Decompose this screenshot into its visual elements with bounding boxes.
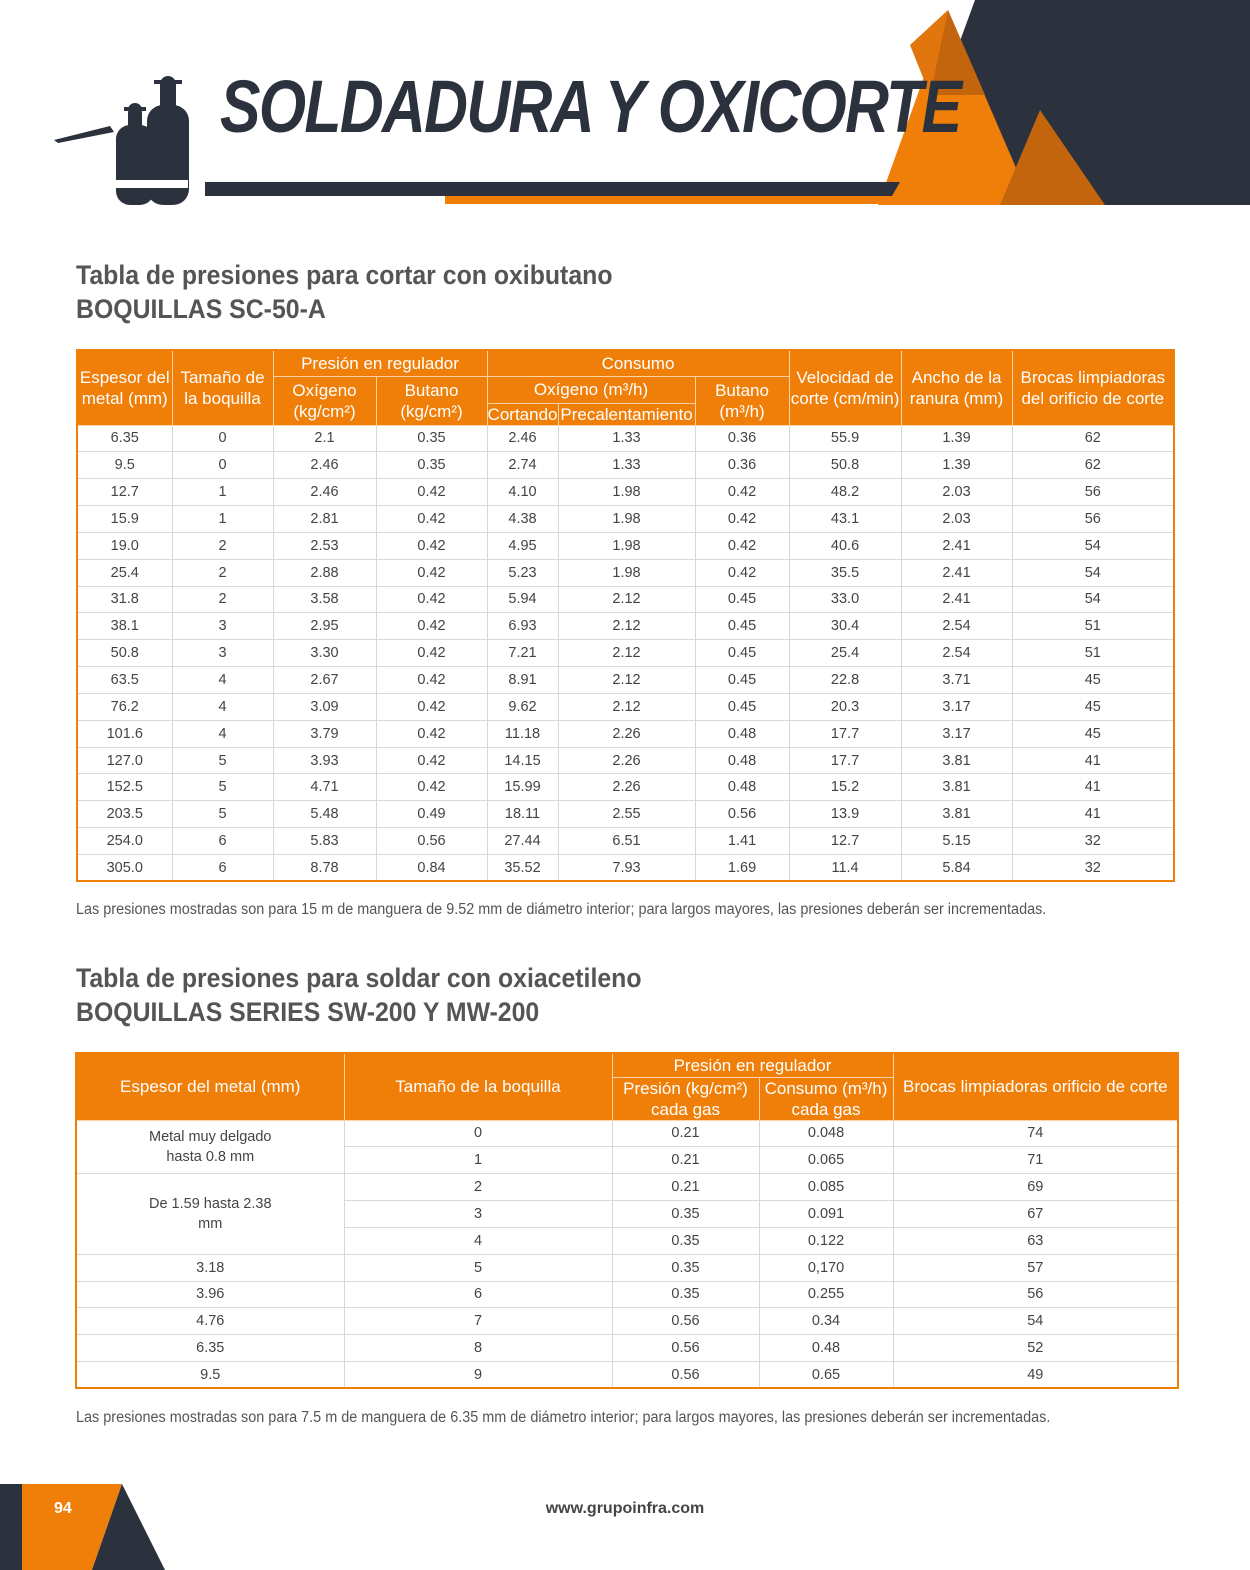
table-row [77,506,1174,533]
table-cell: 2.88 [273,559,376,586]
espesor-cell: Metal muy delgado hasta 0.8 mm [76,1120,344,1174]
table-cell: 2.12 [558,693,695,720]
table-cell: 1.33 [558,452,695,479]
table-cell: 0.56 [376,828,487,855]
table-cell: 25.4 [77,559,172,586]
table-cell: 11.18 [487,720,558,747]
col-tamano: Tamaño de la boquilla [172,350,273,425]
table-cell: 0.45 [695,586,789,613]
table-cell: 3.17 [901,693,1012,720]
table-cell: 30.4 [789,613,901,640]
table-cell: 17.7 [789,720,901,747]
table-cell: 0.065 [759,1147,893,1174]
table-cell: 0,170 [759,1254,893,1281]
table-cell: 1.98 [558,559,695,586]
table-cell: 15.99 [487,774,558,801]
table-cell: 45 [1012,720,1174,747]
table-cell: 4 [172,693,273,720]
table-cell: 5 [172,774,273,801]
table-cell: 0.49 [376,801,487,828]
table-cell: 2.46 [273,479,376,506]
table-cell: 27.44 [487,828,558,855]
col-brocas: Brocas limpiadoras del orificio de corte [1012,350,1174,425]
oxiacetileno-table [75,1052,1179,1389]
table-cell: 54 [893,1308,1178,1335]
table-cell: 127.0 [77,747,172,774]
table-cell: 15.2 [789,774,901,801]
table-cell: 8.91 [487,667,558,694]
table-cell: 1.98 [558,532,695,559]
table-cell: 17.7 [789,747,901,774]
table-cell: 0.35 [612,1254,759,1281]
table-cell: 2.12 [558,613,695,640]
table-cell: 2 [344,1174,612,1201]
table-row [77,667,1174,694]
table-cell: 3.71 [901,667,1012,694]
table1-title: Tabla de presiones para cortar con oxibutano [76,260,613,290]
col2-espesor: Espesor del metal (mm) [76,1053,344,1120]
table-cell: 0.42 [376,747,487,774]
table-cell: 6.35 [77,425,172,452]
table-cell: 254.0 [77,828,172,855]
table-cell: 0.48 [695,720,789,747]
table-cell: 0.45 [695,693,789,720]
table-row [77,774,1174,801]
table-cell: 2.67 [273,667,376,694]
table-cell: 101.6 [77,720,172,747]
table-row [77,613,1174,640]
table-row [76,1281,1178,1308]
table-cell: 5.83 [273,828,376,855]
table-cell: 2.12 [558,586,695,613]
table-cell: 62 [1012,425,1174,452]
table-cell: 51 [1012,613,1174,640]
table-cell: 2 [172,586,273,613]
table-row [77,855,1174,882]
table-cell: 69 [893,1174,1178,1201]
table-cell: 25.4 [789,640,901,667]
table-cell: 5 [344,1254,612,1281]
table-cell: 0.42 [695,479,789,506]
table-cell: 0.65 [759,1362,893,1389]
table-cell: 0.085 [759,1174,893,1201]
table-cell: 2.46 [273,452,376,479]
table-cell: 0.21 [612,1147,759,1174]
table-cell: 1 [344,1147,612,1174]
table-cell: 0.091 [759,1201,893,1228]
table-cell: 8 [344,1335,612,1362]
table1-subtitle: BOQUILLAS SC-50-A [76,294,326,324]
table-cell: 20.3 [789,693,901,720]
table-cell: 14.15 [487,747,558,774]
table-cell: 9.62 [487,693,558,720]
table-row [77,425,1174,452]
table-cell: 35.5 [789,559,901,586]
table-cell: 0.45 [695,613,789,640]
table-cell: 0.56 [612,1335,759,1362]
table-cell: 2.54 [901,640,1012,667]
table-cell: 4 [172,667,273,694]
table-row [76,1335,1178,1362]
table2-title: Tabla de presiones para soldar con oxiacetileno [76,963,642,993]
table-cell: 1.69 [695,855,789,882]
table-cell: 33.0 [789,586,901,613]
table-cell: 0.42 [376,479,487,506]
col2-tamano: Tamaño de la boquilla [344,1053,612,1120]
table-cell: 45 [1012,667,1174,694]
col-presion-regulador: Presión en regulador [273,350,487,376]
table-cell: 67 [893,1201,1178,1228]
table-cell: 5.84 [901,855,1012,882]
table-cell: 3.79 [273,720,376,747]
espesor-cell: 3.18 [76,1254,344,1281]
table-cell: 76.2 [77,693,172,720]
table-cell: 5 [172,801,273,828]
espesor-cell: De 1.59 hasta 2.38 mm [76,1174,344,1255]
table-cell: 0.35 [612,1281,759,1308]
table-cell: 0.42 [376,532,487,559]
table-cell: 0.42 [376,640,487,667]
table-cell: 2.46 [487,425,558,452]
table-cell: 0.48 [695,747,789,774]
table-cell: 2.81 [273,506,376,533]
table-cell: 0.255 [759,1281,893,1308]
table-cell: 0.34 [759,1308,893,1335]
table-cell: 4.71 [273,774,376,801]
table-cell: 0.21 [612,1174,759,1201]
table-cell: 56 [1012,479,1174,506]
table-cell: 0.048 [759,1120,893,1147]
table-cell: 31.8 [77,586,172,613]
table-cell: 51 [1012,640,1174,667]
table-cell: 49 [893,1362,1178,1389]
table-cell: 2.54 [901,613,1012,640]
table-cell: 5.94 [487,586,558,613]
table-cell: 40.6 [789,532,901,559]
table-cell: 0.42 [376,774,487,801]
table-cell: 1.39 [901,425,1012,452]
table-cell: 8.78 [273,855,376,882]
page-title: SOLDADURA Y OXICORTE [220,65,961,148]
table-cell: 0.42 [376,667,487,694]
table-row [77,452,1174,479]
table-cell: 0.56 [695,801,789,828]
table-cell: 32 [1012,828,1174,855]
table-cell: 41 [1012,801,1174,828]
table-cell: 0.21 [612,1120,759,1147]
table-row [77,640,1174,667]
table-row [77,532,1174,559]
table-row [77,586,1174,613]
table-cell: 56 [893,1281,1178,1308]
col2-presion-regulador: Presión en regulador [612,1053,893,1077]
table-cell: 0.42 [695,559,789,586]
table2-subtitle: BOQUILLAS SERIES SW-200 Y MW-200 [76,997,540,1027]
table-cell: 3.81 [901,801,1012,828]
table-cell: 22.8 [789,667,901,694]
col-butano-m3: Butano (m³/h) [695,376,789,425]
table-cell: 0.42 [376,559,487,586]
table-cell: 0.56 [612,1308,759,1335]
table-cell: 0.42 [376,693,487,720]
table-row [76,1120,1178,1147]
table-cell: 0.45 [695,667,789,694]
table-cell: 2.12 [558,640,695,667]
table-row [77,747,1174,774]
table-cell: 6 [344,1281,612,1308]
col-cortando: Cortando [487,404,558,424]
table-cell: 2.55 [558,801,695,828]
table-cell: 2.41 [901,586,1012,613]
table-cell: 1.33 [558,425,695,452]
col-butano: Butano (kg/cm²) [376,376,487,425]
table-cell: 35.52 [487,855,558,882]
table-cell: 50.8 [789,452,901,479]
col-precalentamiento: Precalentamiento [558,403,695,425]
table-cell: 41 [1012,747,1174,774]
table-cell: 18.11 [487,801,558,828]
table-cell: 63.5 [77,667,172,694]
table-cell: 12.7 [77,479,172,506]
table-cell: 63 [893,1227,1178,1254]
table-cell: 5.23 [487,559,558,586]
table-cell: 0.35 [612,1201,759,1228]
table-cell: 19.0 [77,532,172,559]
table-cell: 5 [172,747,273,774]
table-cell: 7.93 [558,855,695,882]
col-oxigeno-m3: Oxígeno (m³/h) [487,376,695,403]
espesor-cell: 6.35 [76,1335,344,1362]
table-cell: 7 [344,1308,612,1335]
table-cell: 1 [172,506,273,533]
table-cell: 1.98 [558,506,695,533]
table-cell: 2.41 [901,532,1012,559]
table-cell: 2.26 [558,747,695,774]
table-cell: 3.81 [901,774,1012,801]
table-cell: 4.10 [487,479,558,506]
table-cell: 13.9 [789,801,901,828]
table-cell: 3.93 [273,747,376,774]
espesor-cell: 4.76 [76,1308,344,1335]
table-row [77,828,1174,855]
table-cell: 2.26 [558,774,695,801]
col-consumo: Consumo [487,350,789,376]
table-cell: 4.38 [487,506,558,533]
table-cell: 0.42 [695,532,789,559]
table-cell: 1 [172,479,273,506]
table-cell: 3.09 [273,693,376,720]
table-cell: 0.36 [695,425,789,452]
table-cell: 9 [344,1362,612,1389]
table-cell: 4.95 [487,532,558,559]
col-velocidad: Velocidad de corte (cm/min) [789,350,901,425]
table-cell: 0.36 [695,452,789,479]
table-cell: 0.35 [376,452,487,479]
table-cell: 52 [893,1335,1178,1362]
table-cell: 2.26 [558,720,695,747]
welding-tanks-icon [54,70,194,210]
table-row [77,479,1174,506]
table-cell: 5.48 [273,801,376,828]
table-cell: 48.2 [789,479,901,506]
table-cell: 2.03 [901,506,1012,533]
col2-consumo: Consumo (m³/h) cada gas [759,1077,893,1120]
table2-note: Las presiones mostradas son para 7.5 m de manguera de 6.35 mm de diámetro interior; para largos mayores, las presiones deberán ser incrementadas. [76,1409,1051,1426]
espesor-cell: 9.5 [76,1362,344,1389]
table-cell: 0.48 [695,774,789,801]
col2-brocas: Brocas limpiadoras orificio de corte [893,1053,1178,1120]
table-cell: 4 [344,1227,612,1254]
espesor-cell: 3.96 [76,1281,344,1308]
table-cell: 7.21 [487,640,558,667]
table-cell: 0.56 [612,1362,759,1389]
table-cell: 3.81 [901,747,1012,774]
table-cell: 3.58 [273,586,376,613]
table-cell: 6 [172,855,273,882]
table-cell: 0 [344,1120,612,1147]
table-cell: 0.35 [612,1227,759,1254]
table-cell: 0.122 [759,1227,893,1254]
table-cell: 3 [172,640,273,667]
table-cell: 0.48 [759,1335,893,1362]
table-cell: 57 [893,1254,1178,1281]
table-cell: 0.84 [376,855,487,882]
table-cell: 0 [172,452,273,479]
table-cell: 71 [893,1147,1178,1174]
table-row [77,693,1174,720]
table-cell: 9.5 [77,452,172,479]
table-cell: 2 [172,532,273,559]
table-cell: 0.42 [695,506,789,533]
page-number: 94 [54,1500,72,1517]
table-cell: 2.1 [273,425,376,452]
table-cell: 15.9 [77,506,172,533]
table-cell: 45 [1012,693,1174,720]
table-cell: 5.15 [901,828,1012,855]
table-cell: 0.42 [376,506,487,533]
table-cell: 55.9 [789,425,901,452]
table-cell: 0.42 [376,720,487,747]
table-cell: 2 [172,559,273,586]
table-cell: 2.41 [901,559,1012,586]
table-cell: 4 [172,720,273,747]
table-cell: 62 [1012,452,1174,479]
table-cell: 2.53 [273,532,376,559]
table-cell: 54 [1012,532,1174,559]
table-cell: 6 [172,828,273,855]
table-cell: 6.93 [487,613,558,640]
table-cell: 74 [893,1120,1178,1147]
col-ancho: Ancho de la ranura (mm) [901,350,1012,425]
table-cell: 43.1 [789,506,901,533]
table-cell: 2.03 [901,479,1012,506]
table-cell: 3 [344,1201,612,1228]
col-oxigeno: Oxígeno (kg/cm²) [273,376,376,425]
table-row [76,1308,1178,1335]
table-cell: 152.5 [77,774,172,801]
footer-url[interactable]: www.grupoinfra.com [545,1500,705,1517]
table-cell: 203.5 [77,801,172,828]
table-cell: 32 [1012,855,1174,882]
table-cell: 6.51 [558,828,695,855]
table-row [76,1174,1178,1201]
table-cell: 2.12 [558,667,695,694]
table-cell: 54 [1012,586,1174,613]
table-cell: 50.8 [77,640,172,667]
table-cell: 38.1 [77,613,172,640]
table-cell: 3.30 [273,640,376,667]
table-cell: 0.42 [376,613,487,640]
table-cell: 0.35 [376,425,487,452]
table-row [76,1362,1178,1389]
table1-note: Las presiones mostradas son para 15 m de manguera de 9.52 mm de diámetro interior; para largos mayores, las presiones deberán ser incrementadas. [76,901,1047,918]
table-cell: 2.95 [273,613,376,640]
table-cell: 3 [172,613,273,640]
table-cell: 12.7 [789,828,901,855]
table-row [76,1254,1178,1281]
table-cell: 56 [1012,506,1174,533]
table-row [77,559,1174,586]
table-cell: 0.42 [376,586,487,613]
col-espesor: Espesor del metal (mm) [77,350,172,425]
table-cell: 0 [172,425,273,452]
table-cell: 3.17 [901,720,1012,747]
table-cell: 1.98 [558,479,695,506]
col2-presion: Presión (kg/cm²) cada gas [612,1077,759,1120]
table-cell: 0.45 [695,640,789,667]
table-row [77,720,1174,747]
table-row [77,801,1174,828]
table-cell: 1.41 [695,828,789,855]
oxibutano-table [76,349,1175,882]
table-cell: 11.4 [789,855,901,882]
table-cell: 2.74 [487,452,558,479]
table-cell: 305.0 [77,855,172,882]
table-cell: 41 [1012,774,1174,801]
table-cell: 54 [1012,559,1174,586]
table-cell: 1.39 [901,452,1012,479]
